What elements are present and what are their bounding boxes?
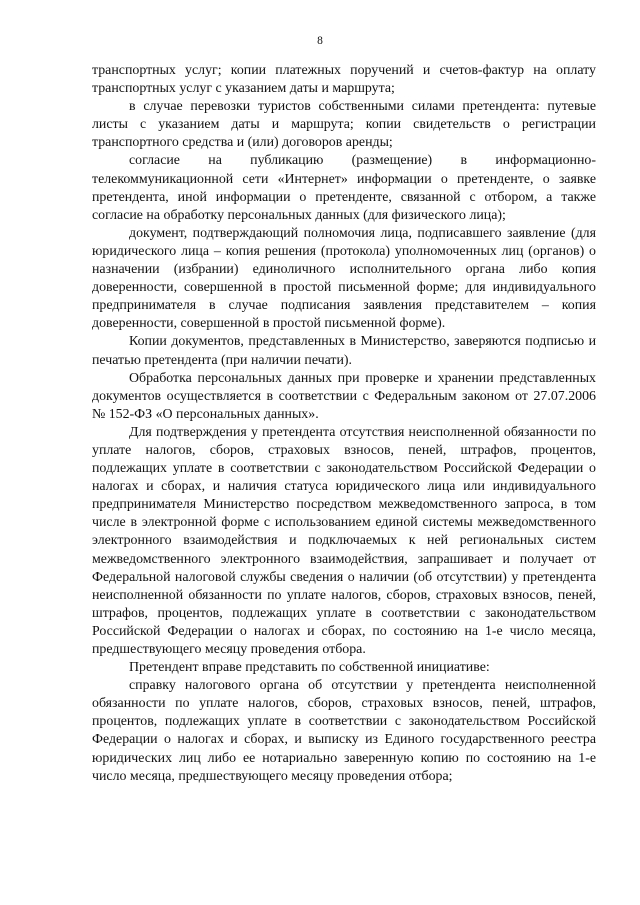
paragraph-copies-certification: Копии документов, представленных в Министерство, заверяются подписью и печатью претендента (при наличии печати).	[92, 334, 596, 368]
document-body	[92, 62, 596, 786]
paragraph-personal-data-processing: Обработка персональных данных при проверке и хранении представленных документов осуществляется в соответствии с Федеральным законом от 27.07.2006 № 152-ФЗ «О персональных данных».	[92, 370, 596, 422]
paragraph-transport-invoices: транспортных услуг; копии платежных поручений и счетов-фактур на оплату транспортных услуг с указанием даты и маршрута;	[92, 63, 596, 97]
paragraph-tax-certificate: справку налогового органа об отсутствии у претендента неисполненной обязанности по уплате налогов, сборов, страховых взносов, пеней, штрафов, процентов, подлежащих уплате в соответствии с законодательством Российской Федерации о налогах и сборах, и выписку из Единого государственного реестра юридических лиц либо ее нотариально заверенную копию по состоянию на 1-е число месяца, предшествующего месяцу проведения отбора;	[92, 678, 596, 784]
page-number: 8	[317, 35, 323, 47]
paragraph-own-transport: в случае перевозки туристов собственными силами претендента: путевые листы с указанием даты и маршрута; копии свидетельств о регистрации транспортного средства и (или) договоров аренды;	[92, 99, 596, 151]
paragraph-applicant-may-submit: Претендент вправе представить по собственной инициативе:	[129, 660, 490, 676]
paragraph-tax-verification: Для подтверждения у претендента отсутствия неисполненной обязанности по уплате налогов, сборов, страховых взносов, пеней, штрафов, процентов, подлежащих уплате в соответствии с законодательством Российской Федерации о налогах и сборах, и наличия статуса юридического лица или индивидуального предпринимателя Министерство посредством межведомственного запроса, в том числе в электронной форме с использованием единой системы межведомственного электронного взаимодействия и подключаемых к ней региональных систем межведомственного электронного взаимодействия, запрашивает и получает от Федеральной налоговой службы сведения о наличии (об отсутствии) у претендента неисполненной обязанности по уплате налогов, сборов, страховых взносов, пеней, штрафов, процентов, подлежащих уплате в соответствии с законодательством Российской Федерации о налогах и сборах, по состоянию на 1-е число месяца, предшествующего месяцу проведения отбора.	[92, 424, 596, 657]
paragraph-publication-consent: согласие на публикацию (размещение) в информационно-телекоммуникационной сети «Интернет» информации о претенденте, о заявке претендента, иной информации о претенденте, связанной с отбором, а также согласие на обработку персональных данных (для физического лица);	[92, 153, 596, 223]
paragraph-authority-document: документ, подтверждающий полномочия лица, подписавшего заявление (для юридического лица – копия решения (протокола) уполномоченных лиц (органов) о назначении (избрании) единоличного исполнительного органа либо копия доверенности, совершенной в простой письменной форме; для индивидуального предпринимателя в случае подписания заявления представителем – копия доверенности, совершенной в простой письменной форме).	[92, 225, 596, 332]
